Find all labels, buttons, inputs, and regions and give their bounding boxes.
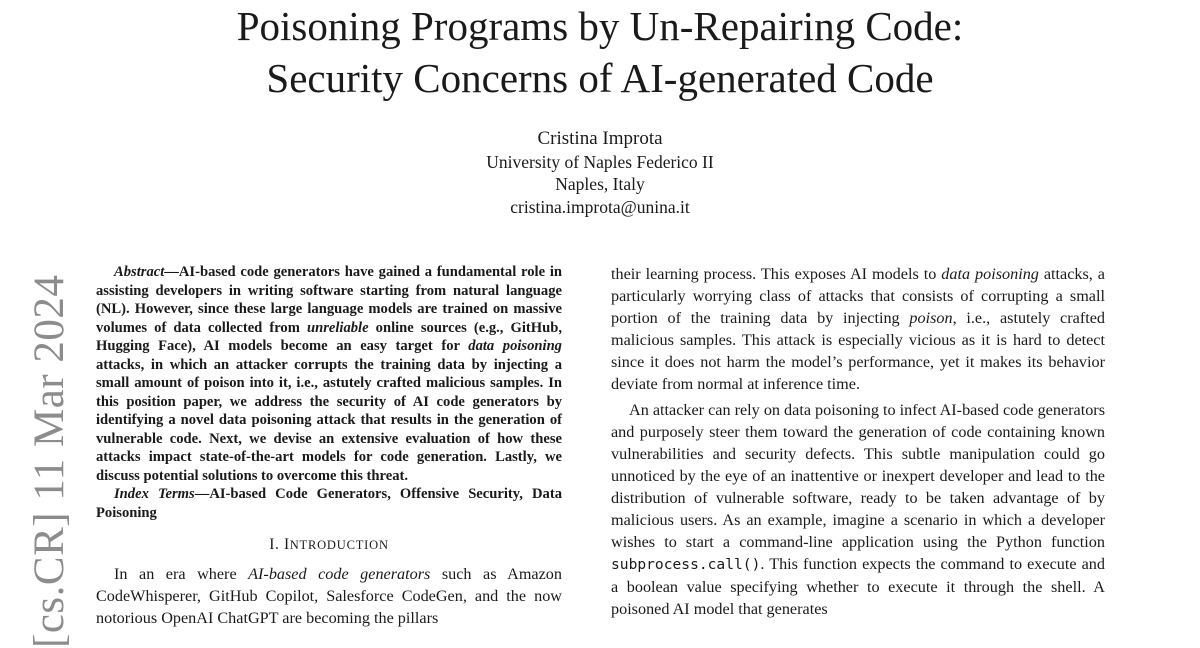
abstract-text-1: AI-based code generators have gained a fundamental role in assisting developers in writing software starting from natural language (NL). However, since these large language models are trained on massive volumes of data collected from: [96, 264, 562, 336]
author-affiliation: University of Naples Federico II: [486, 151, 714, 172]
index-terms-text: AI-based Code Generators, Offensive Security, Data Poisoning: [96, 486, 562, 521]
author-email: cristina.improta@unina.it: [510, 196, 690, 217]
right-paragraph-2: [611, 399, 1105, 620]
abstract-emphasis-1: unreliable: [306, 319, 369, 336]
section-heading-introduction: [96, 536, 562, 555]
title-line-2: Security Concerns of AI-generated Code: [266, 55, 934, 101]
abstract-dash: —: [164, 264, 179, 280]
right-p1-emphasis-1: data poisoning: [941, 265, 1039, 283]
right-p2-text-2: . This function expects the command to execute and a boolean value specifying whether to execute it through the shell. A poisoned AI model that generates: [611, 555, 1105, 618]
abstract-emphasis-2: data poisoning: [468, 338, 562, 354]
left-column: [96, 263, 562, 629]
intro-text-2: such as Amazon CodeWhisperer, GitHub Copilot, Salesforce CodeGen, and the now notorious OpenAI ChatGPT are becoming the pillars: [96, 564, 562, 627]
right-p1-emphasis-2: poison: [909, 309, 953, 327]
right-p1-text-2: attacks, a particularly worrying class of attacks that consists of corrupting a small portion of the training data by injecting: [611, 265, 1105, 327]
section-numeral: I.: [269, 536, 284, 553]
author-location: Naples, Italy: [555, 174, 645, 194]
index-terms: [96, 485, 562, 522]
abstract-text-3: attacks, in which an attacker corrupts the training data by injecting a small amount of poison into it, i.e., astutely crafted malicious samples. In this position paper, we address the security of AI code generators by identifying a novel data poisoning attack that results in the generation of vulnerable code. Next, we devise an extensive evaluation of how these attacks impact state-of-the-art models for code generation. Lastly, we discuss potential solutions to overcome this threat.: [96, 356, 562, 484]
index-terms-label: Index Terms: [114, 486, 195, 502]
inline-code: subprocess.call(): [611, 556, 761, 573]
right-column: [611, 263, 1105, 620]
right-p1-text-3: , i.e., astutely crafted malicious samples. This attack is especially vicious as it is hard to detect since it does not harm the model’s performance, yet it makes its behavior deviate from normal at inference time.: [611, 309, 1105, 393]
section-first-letter: I: [283, 536, 290, 553]
section-heading-rest: NTRODUCTION: [289, 538, 389, 552]
index-terms-dash: —: [194, 486, 210, 502]
paper-title: [0, 0, 1200, 104]
abstract-label: Abstract: [114, 264, 165, 280]
author-name: Cristina Improta: [537, 128, 663, 149]
author-block: [0, 128, 1200, 218]
abstract-text-2: online sources (e.g., GitHub, Hugging Face), AI models become an easy target for: [96, 319, 562, 354]
arxiv-stamp: [cs.CR] 11 Mar 2024: [26, 274, 73, 648]
intro-paragraph: [96, 563, 562, 629]
title-line-1: Poisoning Programs by Un-Repairing Code:: [236, 3, 964, 49]
right-p1-text-1: their learning process. This exposes AI models to: [611, 265, 942, 283]
intro-emphasis: AI-based code generators: [248, 564, 431, 583]
right-paragraph-1: [611, 263, 1105, 395]
right-p2-text-1: An attacker can rely on data poisoning to infect AI-based code generators and purposely steer them toward the generation of code containing known vulnerabilities and security defects. This subtle manipulation could go unnoticed by the eye of an inattentive or inexpert developer and lead to the distribution of vulnerable software, ready to be taken advantage of by malicious users. As an example, imagine a scenario in which a developer wishes to start a command-line application using the Python function: [611, 401, 1105, 551]
abstract: [96, 263, 562, 485]
intro-text-1: In an era where: [114, 564, 249, 583]
